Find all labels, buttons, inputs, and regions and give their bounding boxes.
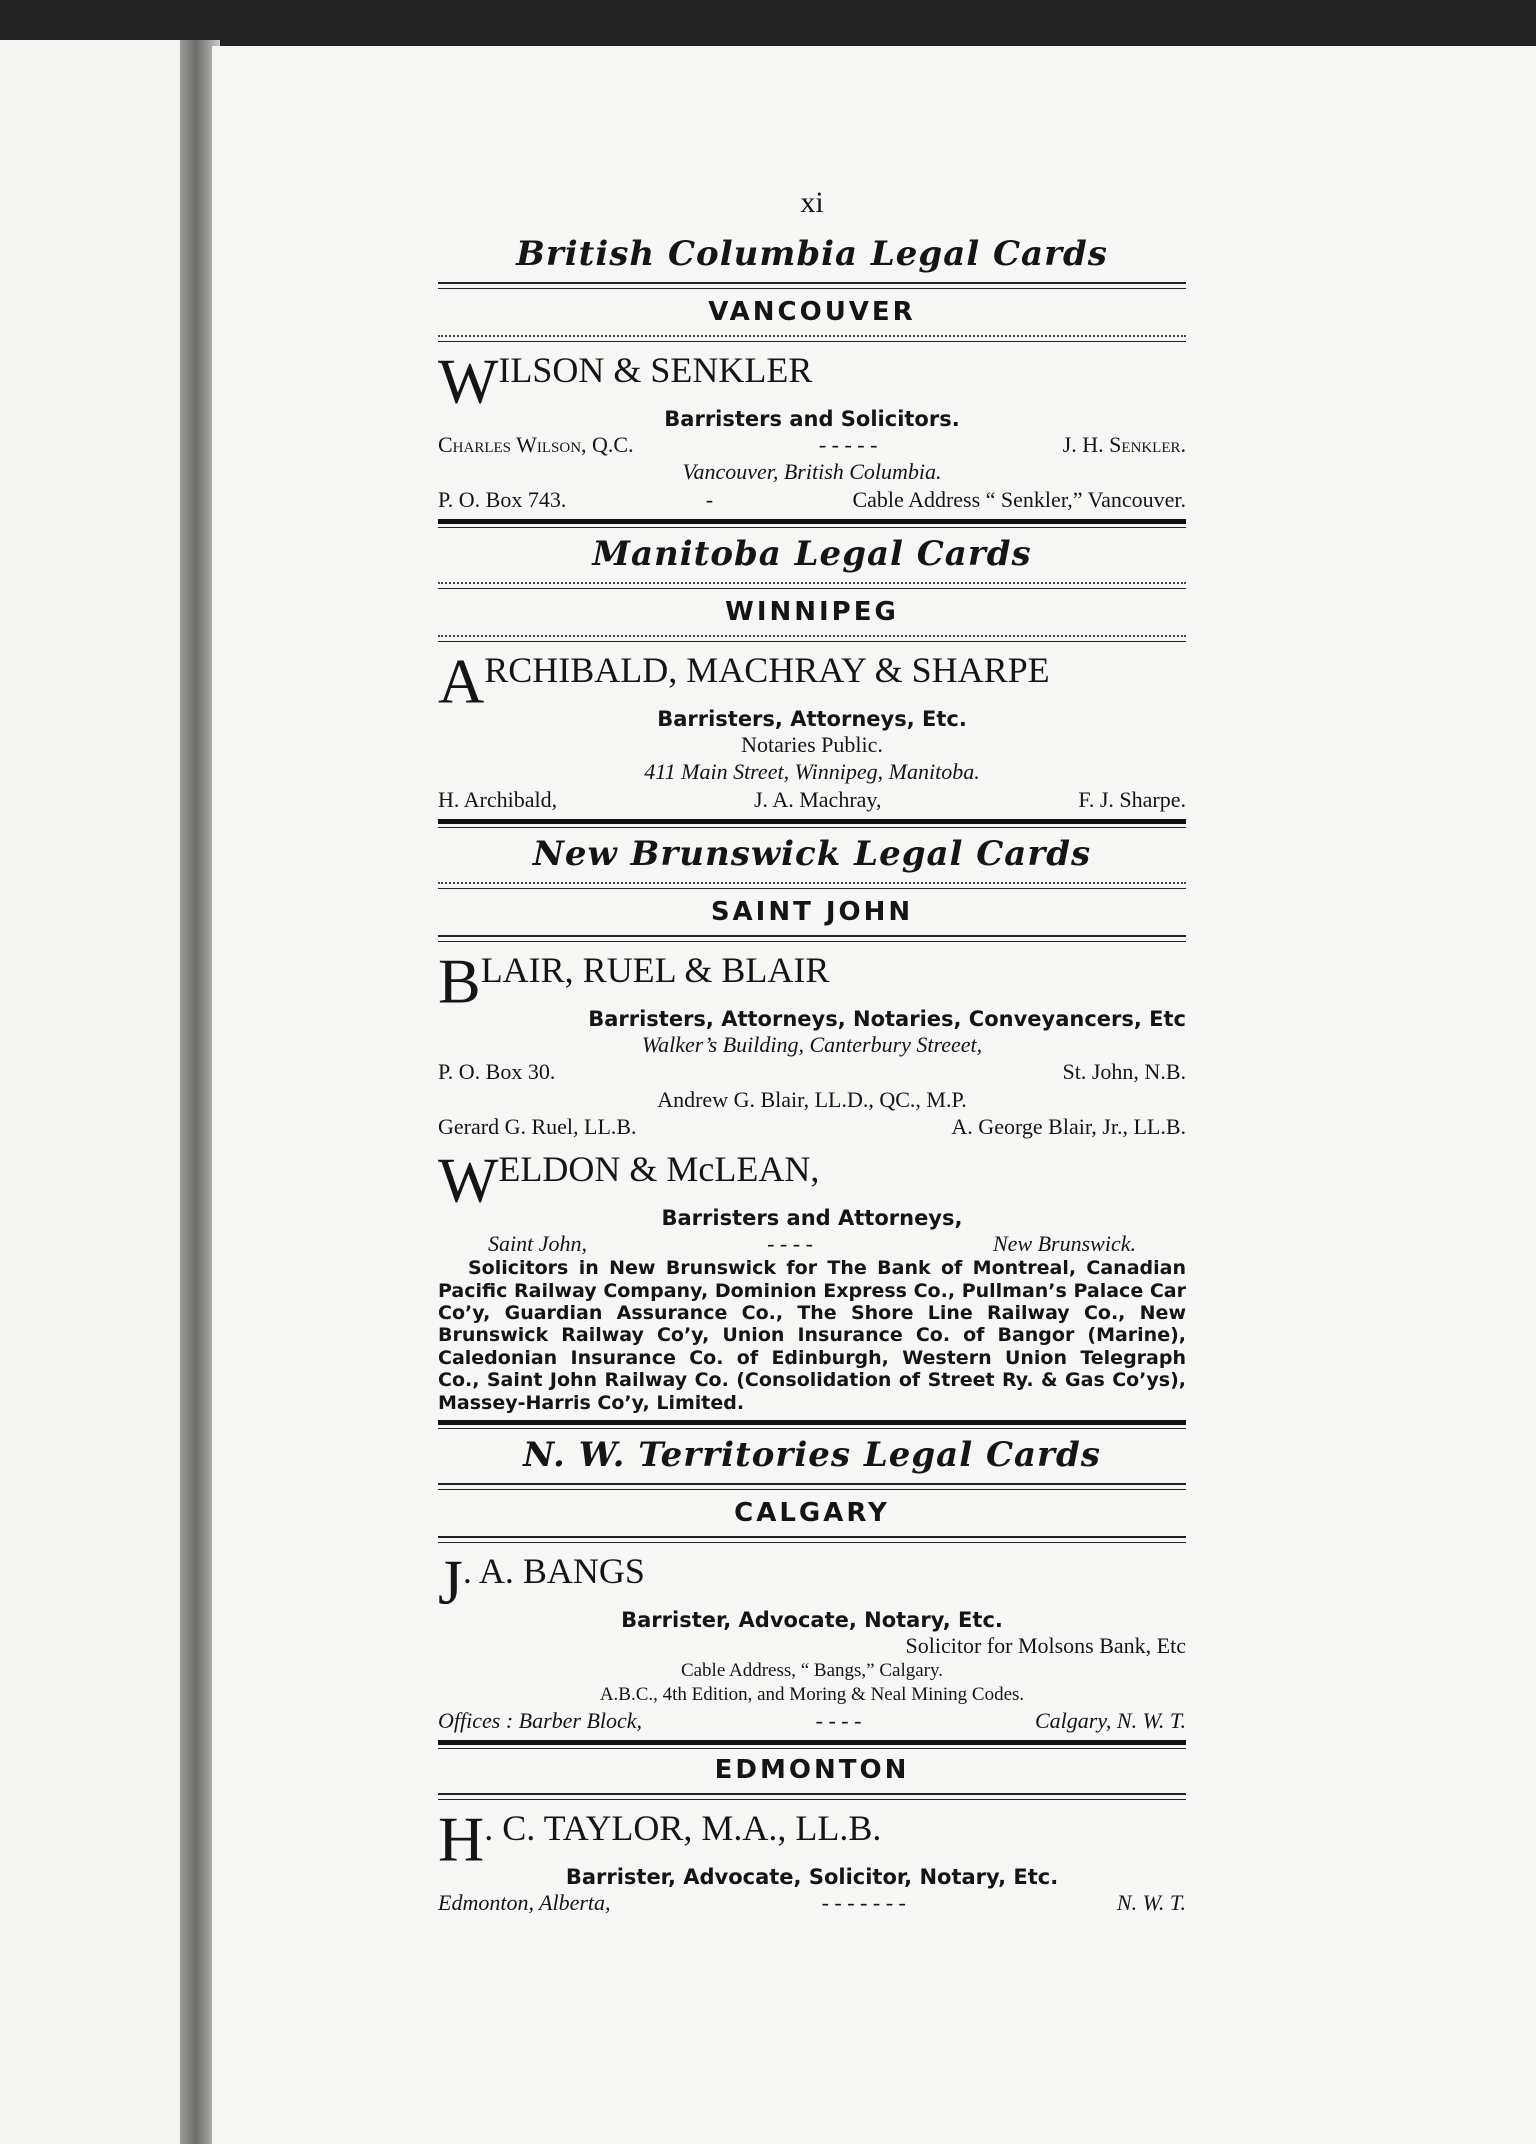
section-heading-new-brunswick: New Brunswick Legal Cards [532,834,1092,875]
city-heading-winnipeg: WINNIPEG [725,597,899,628]
address: 411 Main Street, Winnipeg, Manitoba. [644,759,980,785]
clients-list: Solicitors in New Brunswick for The Bank of Montreal, Canadian Pacific Railway Company, Dominion Express Co., Pullman’s Palace Car Co’y, Guardian Assurance Co., The Shore Line Railway Co., New Brunswick Railway Co’y, Union Insurance Co. of Bangor (Marine), Caledonian Insurance Co. of Edinburgh, Western Union Telegraph Co., Saint John Railway Co. (Consolidation of Street Ry. & Gas Co’ys), Massey-Harris Co’y, Limited. [438,1257,1186,1414]
profession: Barristers, Attorneys, Notaries, Conveyancers, Etc [588,1006,1186,1031]
notaries: Notaries Public. [741,731,883,757]
location-row: Saint John, - - - - New Brunswick. [488,1230,1136,1256]
city-heading-edmonton: EDMONTON [714,1755,910,1786]
card-weldon-mclean [438,1144,1186,1414]
firm-name: WILSON & SENKLER [438,345,813,417]
profession: Barristers, Attorneys, Etc. [657,706,967,731]
section-heading-british-columbia: British Columbia Legal Cards [516,234,1108,274]
page-number: xi [800,186,824,219]
section-heading-nw-territories: N. W. Territories Legal Cards [523,1434,1101,1475]
divider [438,1740,1186,1749]
cable-address: Cable Address, “ Bangs,” Calgary. [680,1660,944,1682]
offices-row: Offices : Barber Block, - - - - Calgary, N. W. T. [438,1707,1186,1733]
building: Walker’s Building, Canterbury Streeet, [641,1031,983,1057]
divider [438,1483,1186,1490]
location: Vancouver, British Columbia. [682,459,942,485]
card-archibald-machray-sharpe [438,645,1186,813]
partners-row: Gerard G. Ruel, LL.B. A. George Blair, Jr., LL.B. [438,1114,1186,1140]
firm-name: BLAIR, RUEL & BLAIR [438,945,830,1017]
card-wilson-senkler [438,345,1186,513]
city-heading-calgary: CALGARY [734,1497,890,1528]
card-h-c-taylor [438,1803,1186,1916]
divider [438,1420,1186,1429]
divider [438,819,1186,828]
partners-row: H. Archibald, J. A. Machray, F. J. Sharpe. [438,786,1186,812]
section-heading-manitoba: Manitoba Legal Cards [592,534,1032,575]
divider [438,882,1186,889]
place-row: Edmonton, Alberta, - - - - - - - N. W. T. [438,1889,1186,1915]
city-heading-vancouver: VANCOUVER [708,297,916,327]
card-j-a-bangs [438,1546,1186,1734]
facing-page-edge [0,40,190,2144]
divider [438,1793,1186,1800]
codes: A.B.C., 4th Edition, and Moring & Neal Mining Codes. [599,1683,1025,1705]
divider [438,935,1186,942]
divider [438,282,1186,289]
box-cable-row: P. O. Box 743. - Cable Address “ Senkler,” Vancouver. [438,486,1186,512]
profession: Barrister, Advocate, Solicitor, Notary, Etc. [565,1864,1059,1889]
profession: Barristers and Solicitors. [664,406,960,431]
partner-andrew: Andrew G. Blair, LL.D., QC., M.P. [657,1086,967,1112]
divider [438,582,1186,589]
box-city-row: P. O. Box 30. St. John, N.B. [438,1059,1186,1085]
firm-name: ARCHIBALD, MACHRAY & SHARPE [438,645,1050,717]
divider [438,1536,1186,1543]
divider [438,635,1186,642]
partners-row: Charles Wilson, Q.C. - - - - - J. H. Senkler. [438,431,1186,457]
divider [438,335,1186,342]
card-blair-ruel-blair [438,945,1186,1141]
firm-name: WELDON & McLEAN, [438,1144,820,1216]
city-heading-saint-john: SAINT JOHN [710,897,914,928]
profession: Barrister, Advocate, Notary, Etc. [621,1607,1003,1632]
firm-name: J. A. BANGS [438,1546,645,1618]
page-content [438,186,1186,1916]
profession: Barristers and Attorneys, [661,1205,963,1230]
divider [438,519,1186,528]
solicitor-for: Solicitor for Molsons Bank, Etc [905,1632,1186,1658]
firm-name: H. C. TAYLOR, M.A., LL.B. [438,1803,882,1875]
